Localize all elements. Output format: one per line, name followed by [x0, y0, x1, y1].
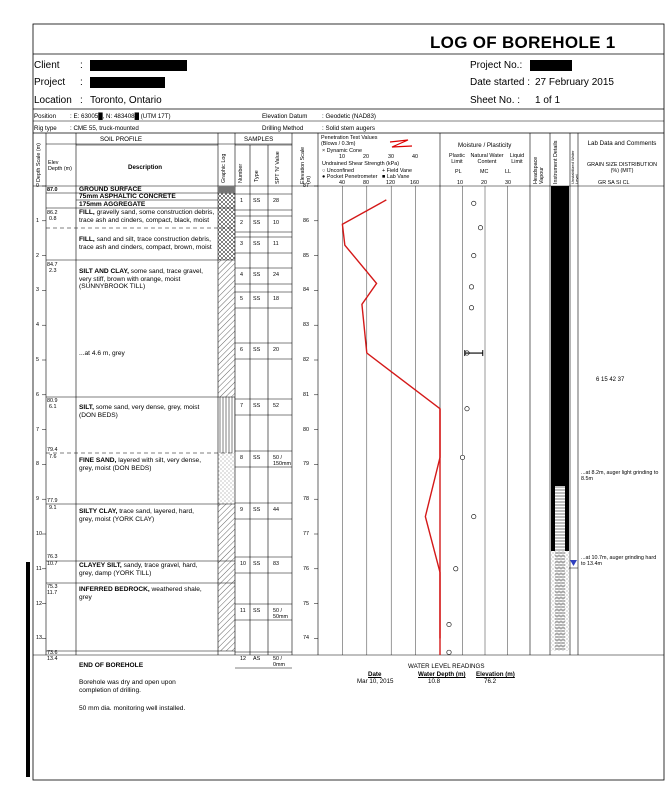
headspace-header: Headspace Vapour	[533, 156, 545, 184]
sample-n: 50 / 0mm	[273, 656, 285, 668]
end-note-well: 50 mm dia. monitoring well installed.	[79, 705, 186, 712]
date-started-label: Date started :	[470, 77, 531, 88]
water-depth-header: Water Depth (m)	[418, 671, 466, 678]
depth-tick-label: 13	[36, 635, 42, 642]
rig-type-value: : CME 55, truck-mounted	[70, 125, 139, 132]
moisture-point	[460, 455, 464, 459]
elev-depth-header: Elev Depth (m)	[48, 160, 72, 172]
elevation-tick-label: 74	[303, 635, 309, 642]
stratum-desc-10: CLAYEY SILT, sandy, trace gravel, hard, grey, damp (YORK TILL)	[79, 562, 198, 577]
moisture-point	[454, 567, 458, 571]
moisture-title: Moisture / Plasticity	[458, 142, 512, 149]
stratum-desc-3: FILL, gravelly sand, some construction debris, trace ash and cinders, compact, black, moist	[79, 209, 215, 224]
elevation-tick-label: 84	[303, 287, 309, 294]
stratum-depth-5: 2.3	[49, 268, 57, 274]
date-started-value: 27 February 2015	[535, 77, 614, 88]
samples-header: SAMPLES	[244, 136, 274, 143]
moisture-point	[472, 514, 476, 518]
stratum-desc-2: 175mm AGGREGATE	[79, 201, 146, 208]
stratum-depth-9: 9.1	[49, 505, 57, 511]
liquid-limit-label: Liquid Limit	[509, 153, 525, 165]
drilling-method-label: Drilling Method	[262, 125, 304, 132]
pen-tick-20: 20	[363, 154, 369, 160]
stratum-desc-4: FILL, sand and silt, trace construction debris, trace ash and cinders, compact, brown, moist	[79, 236, 212, 251]
sample-no: 5	[240, 296, 243, 302]
pen-tick-40: 40	[412, 154, 418, 160]
stratum-elev-9: 77.9	[47, 498, 58, 504]
lab-data-header: Lab Data and Comments	[587, 140, 657, 147]
stratum-elev-10: 76.3	[47, 554, 58, 560]
shear-title: Undrained Shear Strength (kPa)	[322, 161, 400, 167]
stratum-depth-11: 11.7	[47, 590, 58, 596]
penetration-title: Penetration Test Values (Blows / 0.3m)	[321, 135, 378, 147]
sample-type: SS	[253, 403, 261, 409]
sample-type: SS	[253, 241, 261, 247]
depth-tick-label: 4	[36, 322, 39, 329]
spt-header: SPT 'N' Value	[275, 151, 281, 184]
sample-type: SS	[253, 561, 261, 567]
depth-tick-label: 5	[36, 357, 39, 363]
sample-no: 11	[240, 608, 246, 614]
water-date: Mar 10, 2015	[357, 678, 394, 685]
sheet-label: Sheet No. :	[470, 95, 521, 106]
sample-no: 3	[240, 241, 243, 247]
sample-n: 11	[273, 241, 279, 247]
sheet-value: 1 of 1	[535, 95, 561, 106]
sample-n: 10	[273, 220, 279, 226]
unconfined-legend: ○ Unconfined	[322, 168, 355, 174]
field-vane-legend: + Field Vane	[382, 168, 413, 174]
water-elev: 76.2	[484, 678, 497, 685]
elevation-tick-label: 81	[303, 391, 309, 398]
sample-type: SS	[253, 608, 261, 614]
depth-tick-label: 3	[36, 287, 39, 294]
end-of-borehole: END OF BOREHOLE	[79, 662, 144, 669]
location-value: Toronto, Ontario	[90, 95, 162, 106]
sample-no: 6	[240, 347, 243, 353]
natural-wc-label: Natural Water Content	[470, 153, 504, 165]
water-level-title: WATER LEVEL READINGS	[408, 663, 485, 670]
mc-abbr: MC	[480, 169, 489, 175]
depth-tick-label: 10	[36, 531, 42, 537]
sample-type: AS	[253, 656, 261, 662]
lab-vane-legend: ■ Lab Vane	[382, 174, 410, 180]
stratum-depth-8: 7.6	[49, 454, 57, 460]
moisture-point	[478, 226, 482, 230]
water-date-header: Date	[368, 671, 382, 678]
shear-tick-160: 160	[410, 180, 419, 186]
sample-type: SS	[253, 220, 261, 226]
sample-type: SS	[253, 347, 261, 353]
sample-no: 7	[240, 403, 243, 409]
depth-tick-label: 2	[36, 252, 39, 259]
stratum-depth-3: 0.8	[49, 216, 57, 222]
stratum-elev-5: 84.7	[47, 262, 58, 268]
rig-type-label: Rig type	[34, 125, 57, 132]
elevation-datum-label: Elevation Datum	[262, 113, 308, 120]
soil-profile-header: SOIL PROFILE	[100, 136, 143, 143]
position-label: Position	[34, 113, 57, 120]
description-header: Description	[128, 164, 163, 171]
sample-no: 2	[240, 220, 243, 226]
elevation-tick-label: 79	[303, 461, 309, 468]
stratum-desc-6: ...at 4.6 m, grey	[79, 350, 125, 357]
sample-no: 12	[240, 656, 246, 662]
sample-n: 28	[273, 198, 279, 204]
sample-n: 50 / 150mm	[273, 455, 291, 467]
elevation-tick-label: 80	[303, 426, 309, 433]
stratum-elev-3: 86.2	[47, 210, 58, 216]
shear-tick-120: 120	[386, 180, 395, 186]
project-label: Project	[34, 77, 66, 88]
stratum-elev-8: 79.4	[47, 447, 58, 453]
sample-n: 83	[273, 561, 279, 567]
moisture-point	[469, 285, 473, 289]
project-no-label: Project No.:	[470, 60, 523, 71]
elevation-tick-label: 85	[303, 252, 309, 259]
elevation-tick-label: 82	[303, 357, 309, 363]
stratum-desc-0: GROUND SURFACE	[79, 186, 142, 193]
unstabilized-header: Unstabilized Water Level	[570, 150, 579, 184]
elevation-tick-label: 76	[303, 565, 309, 572]
sample-n: 20	[273, 347, 279, 353]
sample-no: 8	[240, 455, 243, 461]
stratum-desc-9: SILTY CLAY, trace sand, layered, hard, grey, moist (YORK CLAY)	[79, 508, 194, 523]
mois-tick-20: 20	[481, 180, 487, 186]
moisture-point	[472, 201, 476, 205]
sample-n: 50 / 50mm	[273, 608, 288, 620]
pl-abbr: PL	[455, 169, 462, 175]
sample-n: 18	[273, 296, 279, 302]
depth-scale-header: Depth Scale (m)	[36, 143, 42, 182]
pen-tick-10: 10	[339, 154, 345, 160]
ll-abbr: LL	[505, 169, 511, 175]
graphic-log-header: Graphic Log	[221, 153, 227, 183]
end-note-dry: Borehole was dry and open upon completion of drilling.	[79, 679, 176, 694]
stratum-elev-11: 75.3	[47, 584, 58, 590]
sample-type: SS	[253, 272, 261, 278]
depth-tick-label: 6	[36, 391, 39, 398]
page-title: LOG OF BOREHOLE 1	[430, 33, 616, 52]
client-label: Client	[34, 60, 60, 71]
depth-tick-label: 9	[36, 496, 39, 503]
elevation-tick-label: 83	[303, 322, 309, 329]
stratum-elev-0: 87.0	[47, 187, 58, 193]
depth-tick-label: 1	[36, 217, 39, 224]
stratum-desc-1: 75mm ASPHALTIC CONCRETE	[79, 193, 176, 200]
stratum-depth-7: 6.1	[49, 404, 57, 410]
pen-tick-30: 30	[388, 154, 394, 160]
elevation-tick-label: 75	[303, 600, 309, 607]
sample-no: 1	[240, 198, 243, 204]
position-value: : E: 63005█, N: 483408█ (UTM 17T)	[70, 113, 171, 120]
lab-comment-10m: ...at 10.7m, auger grinding hard to 13.4m	[581, 555, 657, 567]
sample-n: 44	[273, 507, 279, 513]
sample-no: 4	[240, 272, 243, 278]
elevation-datum-value: : Geodetic (NAD83)	[322, 113, 376, 120]
shear-tick-80: 80	[363, 180, 369, 186]
stratum-depth-12: 13.4	[47, 656, 58, 662]
type-header: Type	[254, 170, 260, 182]
stratum-desc-5: SILT AND CLAY, some sand, trace gravel, very stiff, brown with orange, moist (SUNNYBROOK TILL)	[79, 268, 203, 291]
sample-type: SS	[253, 507, 261, 513]
pocket-pen-legend: ● Pocket Penetrometer	[322, 174, 378, 180]
stratum-elev-7: 80.9	[47, 398, 58, 404]
stratum-desc-7: SILT, some sand, very dense, grey, moist (DON BEDS)	[79, 404, 200, 419]
elevation-tick-label: 78	[303, 496, 309, 503]
dynamic-cone-legend: × Dynamic Cone	[322, 148, 362, 154]
stratum-elev-12: 73.6	[47, 650, 58, 656]
elevation-scale-header: Elevation Scale (m)	[300, 146, 312, 184]
grain-cols-header: GR SA SI CL	[598, 180, 630, 186]
moisture-point	[465, 407, 469, 411]
water-elev-header: Elevation (m)	[476, 671, 515, 678]
sample-no: 9	[240, 507, 243, 513]
plastic-limit-label: Plastic Limit	[449, 153, 465, 165]
lab-comment-8m: ...at 8.2m, auger light grinding to 8.5m	[581, 470, 659, 482]
elevation-tick-label: 87	[303, 183, 309, 189]
depth-tick-label: 12	[36, 600, 42, 607]
stratum-desc-8: FINE SAND, layered with silt, very dense, grey, moist (DON BEDS)	[79, 457, 202, 472]
grain-size-values: 6 15 42 37	[596, 377, 625, 383]
shear-tick-40: 40	[339, 180, 345, 186]
sample-type: SS	[253, 455, 261, 461]
depth-tick-label: 8	[36, 461, 39, 468]
sample-no: 10	[240, 561, 246, 567]
grain-size-header: GRAIN SIZE DISTRIBUTION (%) (MIT)	[586, 162, 658, 174]
moisture-point	[472, 253, 476, 257]
depth-tick-label: 0	[36, 183, 39, 189]
moisture-point	[469, 306, 473, 310]
location-label: Location	[34, 95, 72, 106]
elevation-tick-label: 86	[303, 217, 309, 224]
mois-tick-10: 10	[457, 180, 463, 186]
scan-edge-bar	[26, 562, 30, 777]
depth-tick-label: 11	[36, 565, 42, 572]
water-depth: 10.8	[428, 678, 441, 685]
sample-type: SS	[253, 296, 261, 302]
sample-type: SS	[253, 198, 261, 204]
elevation-tick-label: 77	[303, 531, 309, 537]
stratum-desc-11: INFERRED BEDROCK, weathered shale, grey	[79, 586, 202, 601]
moisture-point	[447, 650, 451, 654]
sample-n: 52	[273, 403, 279, 409]
drilling-method-value: : Solid stem augers	[322, 125, 375, 132]
stratum-depth-10: 10.7	[47, 561, 58, 567]
mois-tick-30: 30	[505, 180, 511, 186]
sample-n: 24	[273, 272, 279, 278]
instrument-header: Instrument Details	[553, 140, 559, 184]
depth-tick-label: 7	[36, 426, 39, 433]
number-header: Number	[238, 163, 244, 183]
moisture-point	[447, 622, 451, 626]
